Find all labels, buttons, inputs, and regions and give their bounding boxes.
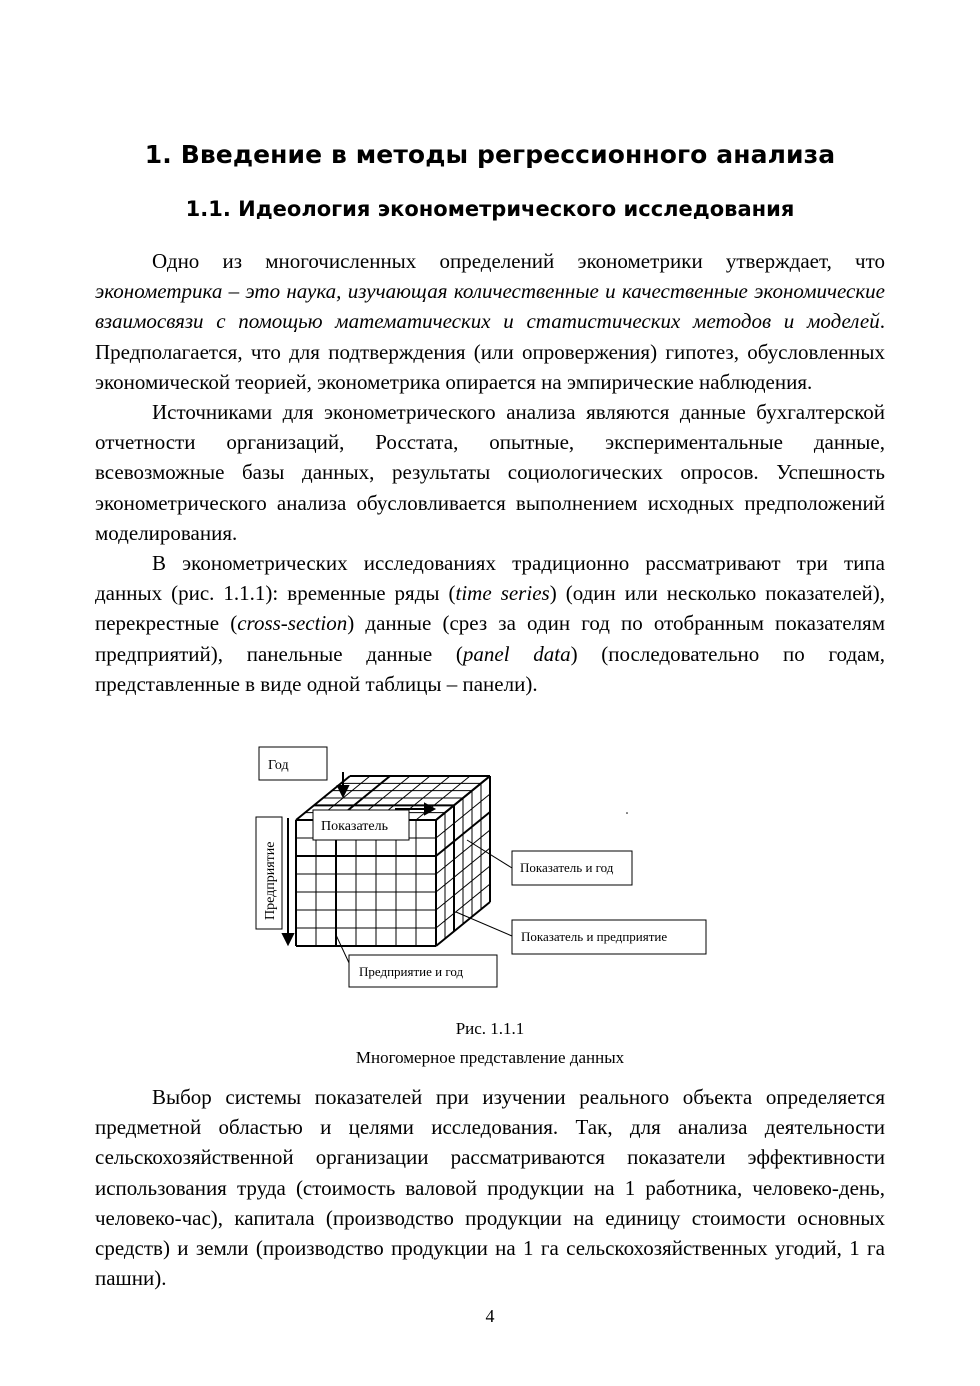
text-run: В эконометрических исследованиях традиционно рассматривают три типа данных (рис. 1.1.1): временные ряды (: [95, 551, 885, 606]
italic-run: time series: [455, 581, 550, 606]
italic-run: эконометрика – это наука, изучающая количественные и качественные экономические взаимосвязи с помощью математических и статистических методов и моделей: [95, 279, 885, 334]
label-indicator: [313, 810, 409, 840]
year-arrow-head: [338, 786, 348, 796]
stray-dot: [626, 812, 628, 814]
paragraph: [95, 1082, 885, 1293]
text-run: ) (последовательно по годам, представленные в виде одной таблицы – панели).: [95, 641, 885, 696]
italic-run: cross-section: [237, 611, 348, 636]
italic-run: panel data: [462, 641, 571, 666]
label-year-text: Год: [268, 758, 289, 773]
label-enterprise-text: Предприятие: [263, 841, 278, 920]
figure-number: Рис. 1.1.1: [455, 1019, 525, 1038]
text-run: . Предполагается, что для подтверждения (или опровержения) гипотез, обусловленных экономической теорией, эконометрика опирается на эмпирические наблюдения.: [95, 309, 885, 394]
enterprise-arrow-head: [283, 934, 293, 944]
data-cube-grid: [296, 776, 490, 946]
text-run: ) данные (срез за один год по отобранным показателям предприятий), панельные данные (: [95, 611, 885, 666]
connector-enterprise-year: [336, 935, 350, 965]
section-heading: 1.1. Идеология эконометрического исследования: [185, 197, 795, 221]
label-indicator-enterprise: [512, 920, 706, 954]
chapter-heading: 1. Введение в методы регрессионного анализа: [144, 140, 836, 169]
text-run: Источниками для эконометрического анализа являются данные бухгалтерской отчетности организаций, Росстата, опытные, экспериментальные данные, всевозможные базы данных, результаты социологических опросов. Успешность эконометрического анализа обусловливается выполнением исходных предположений моделирования.: [95, 400, 885, 545]
page-number: 4: [485, 1306, 495, 1326]
label-indicator-year-text: Показатель и год: [520, 860, 614, 875]
label-year: [259, 747, 327, 780]
label-indicator-enterprise-text: Показатель и предприятие: [521, 929, 668, 944]
label-enterprise-year: [349, 955, 497, 987]
figure-title: Многомерное представление данных: [355, 1048, 625, 1067]
text-run: Одно из многочисленных определений эконометрики утверждает, что: [152, 249, 885, 273]
text-run: Выбор системы показателей при изучении реального объекта определяется предметной областью и целями исследования. Так, для анализа деятельности сельскохозяйственной организации рассматриваются показатели эффективности использования труда (стоимость валовой продукции на 1 работника, человеко-день, человеко-час), капитала (производство продукции на единицу стоимости основных средств) и земли (производство продукции на 1 га сельскохозяйственных угодий, 1 га пашни).: [95, 1085, 885, 1291]
body-text-after-figure: [95, 1082, 885, 1293]
label-enterprise: [256, 817, 282, 929]
label-indicator-text: Показатель: [321, 819, 388, 834]
label-indicator-year: [512, 851, 632, 885]
label-enterprise-year-text: Предприятие и год: [359, 964, 464, 979]
text-run: ) (один или несколько показателей), перекрестные (: [95, 581, 886, 636]
